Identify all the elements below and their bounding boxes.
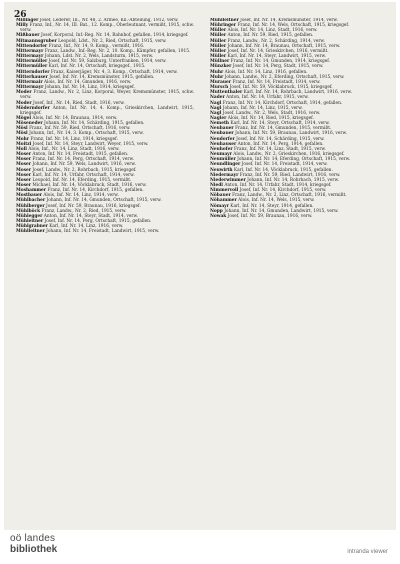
entry-surname: Moll <box>16 146 27 152</box>
entry-details: Franz, Inf. Nr. 14, Linz, Stadt, 1915, verw. <box>234 146 326 152</box>
entry-details: Johann, Inf. Nr. 59, Braunau, Landwirt, 1916, verw. <box>235 131 347 137</box>
entry-details: Johann, Ldst. Nr. 2, Wels, Landsturm, 1915, verw. <box>44 54 154 60</box>
entry-details: Franz, Inf. Nr. 14, Kirchdorf, 1915, gefallen. <box>47 188 144 194</box>
entry-surname: Mühlböck <box>16 208 41 214</box>
entry-surname: Moser <box>16 152 32 158</box>
entry-surname: Mohr <box>16 136 30 142</box>
register-entry <box>16 23 194 33</box>
entry-details: Josef, Inf. Nr. 59, Braunau, 1916, verw. <box>227 213 313 219</box>
entry-details: Anton, Inf. Nr. 14, Perg, 1914, gefallen. <box>237 141 324 147</box>
right-column <box>210 18 388 526</box>
entry-surname: Müller <box>210 54 227 60</box>
entry-surname: Müller <box>210 33 227 39</box>
entry-surname: Nowak <box>210 213 227 219</box>
entry-details: Johann, Inf. Nr. 14, Gmunden, Landwirt, 1915, verw. <box>224 208 339 214</box>
book-page <box>4 2 396 530</box>
entry-details: Franz, Inf., Nr. 14, III. Bat., 12. Komp., Oberleutnant, vermißt, 1915, schw. verw. <box>20 23 194 34</box>
entry-surname: Mühleitner <box>16 219 44 225</box>
entry-details: Karl, Inf. Nr. 14, Steyr, Landwirt, 1915, verw. <box>227 54 327 60</box>
entry-surname: Milly <box>16 23 29 29</box>
entry-surname: Nagler <box>210 115 227 121</box>
entry-details: Johann, Inf. Nr. 59, Wels, Landwirt, 1916, verw. <box>32 162 136 168</box>
entry-details: Franz, Kaiserjäger, Nr. 4, 3. Komp., Ortschaft, 1914, verw. <box>50 69 178 75</box>
entry-details: Franz, Landw., Nr. 2, Linz, Korporal, Weyer, Kremsmünster, 1915, schw. verw. <box>20 90 194 101</box>
entry-surname: Moser <box>16 177 32 183</box>
entry-surname: Neudorfer <box>210 136 235 142</box>
entry-details: Josef, Korporal, Inf.-Reg. Nr. 14, Bahnhof, gefallen, 1914, kriegsgef. <box>40 33 189 39</box>
entry-details: Alois, Inf. Nr. 14, Linz, Stadt, 1916, verw. <box>227 28 318 34</box>
entry-surname: Müller <box>210 48 227 54</box>
entry-surname: Muttenthaler <box>210 90 243 96</box>
entry-surname: Mühlgrabner <box>16 224 48 230</box>
entry-surname: Mittendorfer <box>16 43 48 49</box>
entry-details: Josef, Inf. Nr. 14, Kirchdorf, 1915, verw. <box>239 188 327 194</box>
entry-surname: Neubauer <box>210 126 234 132</box>
entry-details: Josef, Inf., Nr. 14, Ried, Stadt, 1916, verw. <box>33 100 125 106</box>
logo-line-1: oö landes <box>10 533 56 544</box>
entry-surname: Muhr <box>210 74 224 80</box>
register-entry <box>16 106 194 116</box>
entry-surname: Neundlinger <box>210 162 241 168</box>
entry-details: Josef, Landw., Nr. 2, Rohrbach, 1915, kriegsgef. <box>32 167 137 173</box>
entry-details: Franz, Landw., Inf.-Reg. Nr. 2, 10. Komp., Kämpfer, gefallen, 1915. <box>44 48 191 54</box>
entry-surname: Nagl <box>210 100 222 106</box>
entry-details: Leopold, Ldst., Nr. 2, Ried, Ortschaft, 1915, verw. <box>58 38 167 44</box>
entry-details: Josef, Inf. Nr. 14, Kremsmünster, 1915, gefallen. <box>49 74 155 80</box>
entry-surname: Nagl <box>210 105 222 111</box>
entry-surname: Muhr <box>210 69 224 75</box>
register-entry <box>16 229 194 234</box>
entry-surname: Mittermüller <box>16 64 48 70</box>
entry-surname: Mitterndorfer <box>16 69 50 75</box>
register-entry <box>16 90 194 100</box>
entry-surname: Mittermayr <box>16 54 44 60</box>
entry-details: Josef, Inf. Nr. 59, Salzburg, Unterfranken, 1914, verw. <box>48 59 167 65</box>
entry-details: Karl, Inf. Nr. 14, Steyr, 1914, gefallen. <box>230 203 314 209</box>
entry-surname: Mißbauer <box>16 33 40 39</box>
entry-surname: Nader <box>210 95 225 101</box>
entry-details: Johann, Inf. Nr. 14, Braunau, Ortschaft, 1915, verw. <box>227 43 341 49</box>
entry-details: Josef, Lederer, III., Nr. 48, 2. Armee, Kn.-Abteilung, 1912, verw. <box>39 18 179 23</box>
entry-details: Anton, Inf. Nr. 14, Freistadt, 1915, gefallen. <box>32 152 129 158</box>
entry-surname: Mittermair <box>16 79 43 85</box>
entry-surname: Müller <box>210 28 227 34</box>
logo-line-2: bibliothek <box>10 544 58 555</box>
entry-surname: Möderndorfer <box>16 105 50 111</box>
entry-surname: Nimmervoll <box>210 188 239 194</box>
entry-surname: Nemeth <box>210 121 230 127</box>
entry-surname: Neuhofer <box>210 146 233 152</box>
entry-surname: Mühringer <box>210 23 237 29</box>
entry-details: Karl, Inf. Nr. 14, Linz, 1916, verw. <box>49 224 124 230</box>
entry-surname: Nöbauer <box>210 193 231 199</box>
entry-details: Karl, Inf. Nr. 14, Rohrbach, Landwirt, 1916, verw. <box>243 90 353 96</box>
entry-details: Franz, Inf. Nr. 14, Kirchdorf, Ortschaft, 1914, gefallen. <box>222 100 343 106</box>
entry-surname: Mühlleitner <box>16 229 45 235</box>
entry-surname: Mitterhauser <box>16 74 48 80</box>
entry-surname: Moser <box>16 162 32 168</box>
entry-surname: Müller <box>210 38 227 44</box>
entry-details: Josef, Inf. Nr. 59, Braunau, 1916, kriegsgef. <box>46 203 141 209</box>
entry-details: Alois, Inf. Nr. 14, Ried, 1915, kriegsgef. <box>227 115 314 121</box>
entry-details: Alois, Landw., Nr. 2, Grieskirchen, 1916, kriegsgef. <box>233 152 345 158</box>
entry-details: Josef, Inf. Nr. 14, Freistadt, 1914, verw. <box>241 162 328 168</box>
entry-surname: Mühlbacher <box>16 198 46 204</box>
entry-details: Franz, Inf. Nr. 14, Linz, 1914, kriegsgef. <box>30 136 118 142</box>
entry-details: Franz, Inf. Nr. 14, Wels, Ortschaft, 1915, kriegsgef. <box>237 23 350 29</box>
entry-surname: Mittermüller <box>16 59 48 65</box>
library-logo[interactable] <box>10 533 57 555</box>
entry-details: Johann, Inf. Nr. 14, Rohrbach, 1915, verw. <box>247 177 339 183</box>
viewer-credit: intranda viewer <box>347 549 388 555</box>
entry-details: Karl, Inf. Nr. 14, Urfahr, Ortschaft, 1914, verw. <box>32 172 135 178</box>
entry-details: Johann, Inf. Nr. 14, Linz, 1914, kriegsgef. <box>44 85 135 91</box>
entry-details: Franz, Inf. Nr. 14, Gmunden, 1914, kriegsgef. <box>230 59 331 65</box>
entry-surname: Niederwimmer <box>210 177 246 183</box>
entry-surname: Moder <box>16 90 32 96</box>
entry-details: Josef, Inf. Nr. 14, Steyr, Landwirt, Weyer, 1915, verw. <box>32 141 149 147</box>
entry-surname: Mursch <box>210 85 229 91</box>
entry-surname: Niedermayr <box>210 172 239 178</box>
entry-surname: Nömayr <box>210 203 229 209</box>
entry-details: Alois, Inf. Nr. 14, Linz, 1914, verw. <box>43 193 119 199</box>
entry-details: Josef, Inf. Nr. 14, Perg, Stadt, 1915, verw. <box>232 64 324 70</box>
entry-surname: Moshammer <box>16 188 47 194</box>
entry-surname: Neumayr <box>210 152 232 158</box>
entry-details: Franz, Inf. Nr. 59, Ried, Landwirt, 1916, verw. <box>239 172 341 178</box>
entry-details: Leopold, Inf. Nr. 14, Eferding, 1915, vermißt. <box>32 177 132 183</box>
entry-surname: Neumüller <box>210 157 236 163</box>
entry-surname: Moser <box>16 157 32 163</box>
entry-surname: Mühlegger <box>16 213 43 219</box>
entry-surname: Mühlberger <box>16 203 45 209</box>
entry-surname: Nöhammer <box>210 198 237 204</box>
entry-surname: Murauer <box>210 79 232 85</box>
entry-surname: Neuwirth <box>210 167 233 173</box>
entry-details: Karl, Inf. Nr. 14, Vöcklabruck, 1915, gefallen. <box>233 167 333 173</box>
entry-details: Josef, Landw., Nr. 2, Wels, Stadt, 1916, verw. <box>222 110 321 116</box>
entry-details: Josef, Inf. Nr. 14, Perg, Ortschaft, 1915, gefallen. <box>44 219 152 225</box>
entry-details: Alois, Inf. Nr. 14, Gmunden, 1916, verw. <box>43 79 132 85</box>
entry-details: Alois, Inf. Nr. 14, Wels, 1915, verw. <box>238 198 315 204</box>
entry-details: Franz, Landw., Nr. 2, Schärding, 1914, verw. <box>227 38 325 44</box>
entry-surname: Niedl <box>210 183 223 188</box>
entry-details: Johann, Inf. Nr. 14, Gmunden, Ortschaft, 1915, verw. <box>46 198 162 204</box>
entry-surname: Moser <box>16 183 32 188</box>
entry-details: Alois, Inf. Nr. 14, Linz, 1916, gefallen. <box>224 69 308 75</box>
entry-details: Alois, Inf. Nr. 14, Braunau, 1914, verw. <box>32 115 118 121</box>
entry-details: Karl, Inf. Nr. 14, Ortschaft, kriegsgef., 1915. <box>48 64 146 70</box>
page-number: 26 <box>14 10 27 20</box>
entry-details: Anton, Inf. Nr. 59, Ried, 1915, gefallen. <box>227 33 314 39</box>
entry-details: Karl, Inf. Nr. 14, Steyr, Ortschaft, 1914, verw. <box>230 121 330 127</box>
entry-details: Michael, Inf. Nr. 14, Vöcklabruck, Stadt, 1916, verw. <box>32 183 147 188</box>
entry-details: Franz, Inf. Nr. 14, Perg, Ortschaft, 1914, verw. <box>32 157 134 163</box>
entry-surname: Mühlleitner <box>210 18 239 23</box>
entry-details: Johann, Landw., Nr. 2, Eferding, Ortschaft, 1915, verw. <box>224 74 345 80</box>
entry-surname: Müllner <box>210 59 230 65</box>
entry-surname: Mittermayr <box>16 85 44 91</box>
entry-surname: Neuhauser <box>210 141 237 147</box>
entry-surname: Müller <box>210 43 227 49</box>
entry-details: Johann, Inf. Nr. 14, Eferding, Ortschaft, 1915, verw. <box>237 157 351 163</box>
entry-surname: Mostbauer <box>16 193 42 199</box>
left-column <box>16 18 194 526</box>
entry-details: Franz, Landw., Nr. 2, Ried, 1915, verw. <box>41 208 127 214</box>
entry-details: Josef, Inf. Nr. 14, Grieskirchen, 1916, vermißt. <box>227 48 329 54</box>
entry-surname: Münzker <box>210 64 232 70</box>
entry-details: Alois, Inf., Nr. 14, Linz, Stadt, 1916, verw. <box>28 146 120 152</box>
entry-surname: Neubauer <box>210 131 234 137</box>
entry-details: Anton, Inf. Nr. 14, Urfahr, Stadt, 1914, kriegsgef. <box>224 183 332 188</box>
entry-surname: Millinger <box>16 18 39 23</box>
entry-details: Franz, Inf., Nr. 14, 9. Komp., vermißt, 1916. <box>48 43 145 49</box>
entry-details: Josef, Inf. Nr. 14, Schärding, 1915, verw. <box>236 136 325 142</box>
entry-surname: Moitzi <box>16 141 32 147</box>
entry-details: Johann, Inf. Nr. 14, Schärding, 1915, gefallen. <box>44 121 145 127</box>
entry-surname: Moser <box>16 167 32 173</box>
entry-details: Anton, Inf. Nr. 14, 4. Komp., Grieskirchen, Landwirt, 1915, kriegsgef. <box>20 105 194 116</box>
entry-surname: Nagl <box>210 110 222 116</box>
entry-surname: Moser <box>16 172 32 178</box>
entry-surname: Möseneder <box>16 121 43 127</box>
entry-details: Anton, Inf. Nr. 14, Urfahr, 1915, verw. <box>226 95 309 101</box>
register-entry <box>210 214 388 219</box>
entry-details: Johann, Inf. Nr. 14, Freistadt, Landwirt, 1915, verw. <box>46 229 160 235</box>
entry-surname: Nopp <box>210 208 223 214</box>
entry-surname: Mittermayr <box>16 48 44 54</box>
entry-details: Franz, Inf. Nr. 59, Ried, Ortschaft, 1916, verw. <box>29 126 131 132</box>
entry-details: Franz, Landw., Nr. 2, Linz, Ortschaft, 1916, vermißt. <box>232 193 347 199</box>
entry-surname: Mögel <box>16 115 31 121</box>
entry-surname: Moder <box>16 100 32 106</box>
footer-bar <box>0 531 400 564</box>
entry-details: Anton, Inf. Nr. 14, Steyr, Stadt, 1914, verw. <box>43 213 138 219</box>
entry-details: Johann, Inf. Nr. 14, Linz, 1915, verw. <box>222 105 303 111</box>
entry-surname: Mitmannsgruber <box>16 38 57 44</box>
entry-surname: Mösl <box>16 126 28 132</box>
entry-details: Josef, Inf. Nr. 59, Vöcklabruck, 1915, kriegsgef. <box>229 85 333 91</box>
entry-details: Franz, Inf. Nr. 14, Gmunden, 1915, vermißt. <box>235 126 332 132</box>
entry-details: Johann, Inf., Nr. 14, 3. Komp., Ortschaft, 1915, verw. <box>29 131 144 137</box>
entry-surname: Mösl <box>16 131 28 137</box>
entry-details: Josef, Inf. Nr. 14, Kremsmünster, 1914, verw. <box>240 18 338 23</box>
entry-details: Franz, Inf. Nr. 14, Freistadt, 1914, verw. <box>232 79 321 85</box>
